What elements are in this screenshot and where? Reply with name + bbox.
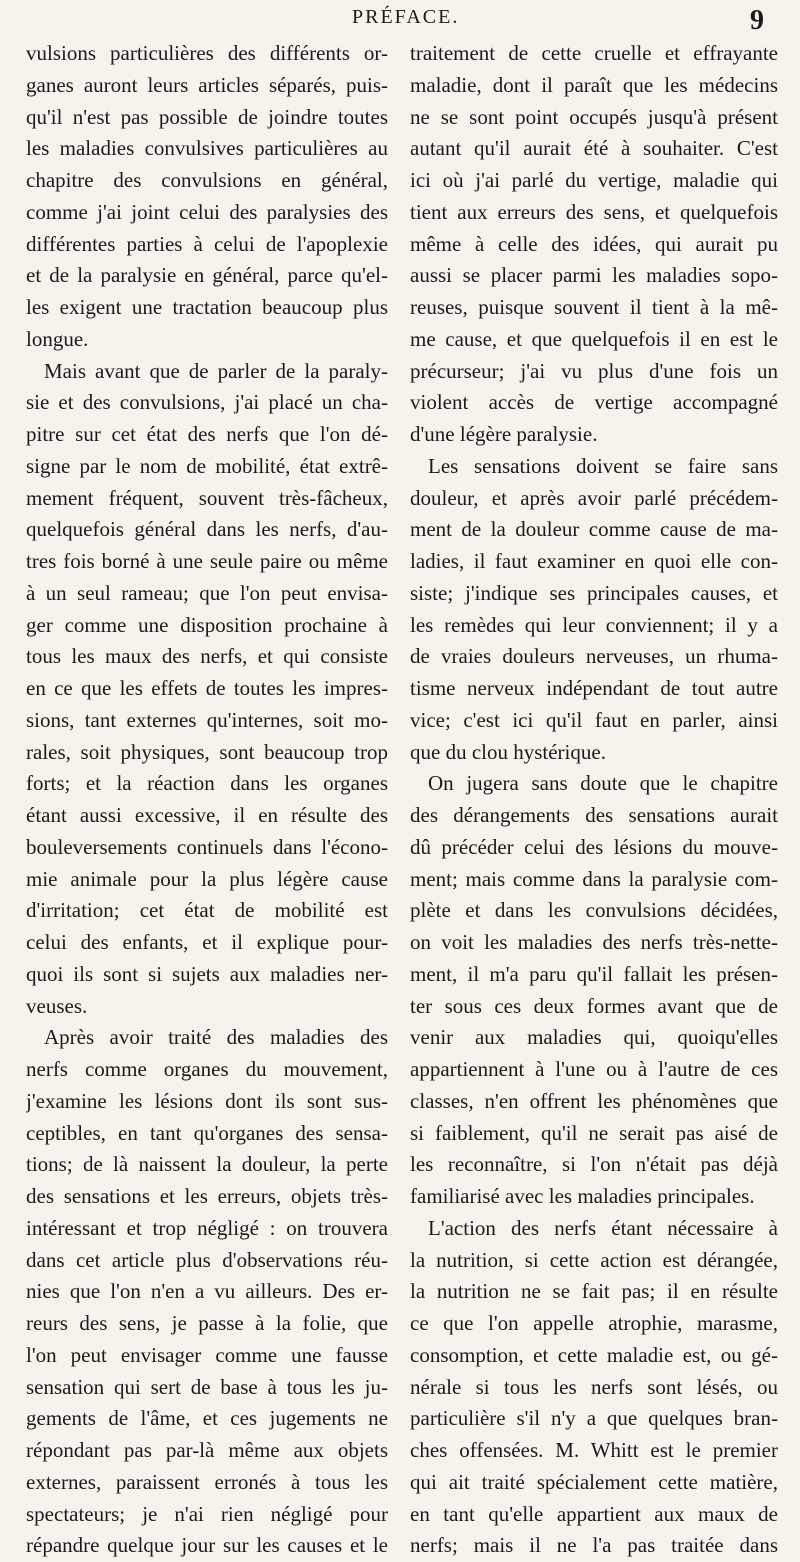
text-line: appartiennent à l'une ou à l'autre de ces [410, 1057, 778, 1081]
text-line: différentes parties à celui de l'apoplexie [26, 231, 388, 256]
text-line: nies que l'on n'en a vu ailleurs. Des er- [26, 1279, 388, 1304]
text-line: ceptibles, en tant qu'organes des sensa- [26, 1120, 388, 1145]
text-line: nerfs; mais il ne l'a pas traitée dans [410, 1533, 778, 1558]
text-line: même à celle des idées, qui aurait pu [410, 231, 778, 256]
text-line: si faiblement, qu'il ne serait pas aisé de [410, 1120, 778, 1145]
text-line: les maladies convulsives particulières au [26, 136, 388, 161]
text-line: On jugera sans doute que le chapitre [428, 771, 778, 796]
text-line: nerfs comme organes du mouvement, [26, 1057, 388, 1081]
text-line: Mais avant que de parler de la paraly- [44, 358, 388, 383]
text-line: on voit les maladies des nerfs très-nette- [410, 930, 778, 954]
text-line: les remèdes qui leur conviennent; il y a [410, 612, 778, 637]
text-line: particulière s'il n'y a que quelques bran- [410, 1406, 778, 1431]
text-line: qu'il n'est pas possible de joindre toutes [26, 104, 388, 129]
text-line: vice; c'est ici qu'il faut en parler, ainsi [410, 707, 778, 732]
text-line: aussi se placer parmi les maladies sopo- [410, 263, 778, 288]
running-head [0, 4, 800, 36]
text-line: répandre quelque jour sur les causes et le [26, 1533, 388, 1558]
text-line: pitre sur cet état des nerfs que l'on dé- [26, 422, 388, 446]
text-line: externes, paraissent erronés à tous les [26, 1469, 388, 1494]
text-line: les reconnaître, si l'on n'était pas déjà [410, 1152, 778, 1177]
page-number: 9 [750, 5, 764, 36]
text-line: L'action des nerfs étant nécessaire à [428, 1215, 778, 1240]
text-line: tisme nerveux indépendant de tout autre [410, 676, 778, 700]
text-line: signe par le nom de mobilité, état extrê- [26, 453, 388, 478]
text-line: la nutrition, si cette action est dérangée, [410, 1247, 778, 1272]
text-line: intéressant et trop négligé : on trouvera [26, 1215, 388, 1240]
text-line: ment, il m'a paru qu'il fallait les présen- [410, 961, 778, 986]
text-line: tous les maux des nerfs, et qui consiste [26, 644, 388, 669]
text-line: reuses, puisque souvent il tient à la mê- [410, 295, 778, 319]
text-line: tions; de là naissent la douleur, la perte [26, 1152, 388, 1177]
text-line: sensation qui sert de base à tous les ju- [26, 1374, 388, 1399]
text-line: ganes auront leurs articles séparés, puis- [26, 72, 388, 97]
text-line: consomption, et cette maladie est, ou gé- [410, 1342, 778, 1367]
text-line: maladie, dont il paraît que les médecins [410, 72, 778, 97]
text-line: classes, n'en offrent les phénomènes que [410, 1088, 778, 1113]
text-line: dû précéder celui des lésions du mouve- [410, 834, 778, 859]
text-line: ment; mais comme dans la paralysie com- [410, 866, 778, 891]
text-line: la nutrition ne se fait pas; il en résulte [410, 1279, 778, 1304]
text-line: violent accès de vertige accompagné [410, 390, 778, 415]
text-line: d'irritation; cet état de mobilité est [26, 898, 388, 923]
text-line: ment de la douleur comme cause de ma- [410, 517, 778, 542]
text-line: répondant pas par-là même aux objets [26, 1438, 388, 1462]
text-line: chapitre des convulsions en général, [26, 168, 388, 192]
text-line: ce que l'on appelle atrophie, marasme, [410, 1311, 778, 1335]
text-line: sions, tant externes qu'internes, soit mo- [26, 707, 388, 732]
text-line: qui ait traité spécialement cette matière, [410, 1469, 778, 1494]
text-line: longue. [26, 326, 89, 351]
text-line: reurs des sens, je passe à la folie, que [26, 1311, 388, 1335]
text-line: des dérangements des sensations aurait [410, 803, 778, 827]
text-line: spectateurs; je n'ai rien négligé pour [26, 1501, 388, 1526]
text-line: en tant qu'elle appartient aux maux de [410, 1501, 778, 1526]
text-line: gements de l'âme, et ces jugements ne [26, 1406, 388, 1431]
left-text-column [26, 38, 388, 1562]
text-line: Les sensations doivent se faire sans [428, 453, 778, 478]
text-line: sie et des convulsions, j'ai placé un cha- [26, 390, 388, 415]
running-title: PRÉFACE. [352, 6, 460, 28]
text-line: j'examine les lésions dont ils sont sus- [26, 1088, 388, 1113]
text-line: en ce que les effets de toutes les impres- [26, 676, 388, 700]
text-line: à un seul rameau; que l'on peut envisa- [26, 580, 388, 605]
text-line: que du clou hystérique. [410, 739, 606, 764]
text-line: ter sous ces deux formes avant que de [410, 993, 778, 1018]
text-line: vulsions particulières des différents or- [26, 41, 388, 65]
right-text-column [410, 38, 778, 1562]
text-line: celui des enfants, et il explique pour- [26, 930, 388, 954]
text-line: Après avoir traité des maladies des [44, 1025, 388, 1050]
text-line: ladies, il faut examiner en quoi elle con- [410, 549, 778, 573]
text-line: douleur, et après avoir parlé précédem- [410, 485, 778, 510]
text-line: des sensations et les erreurs, objets très- [26, 1184, 388, 1208]
text-line: tres fois borné à une seule paire ou même [26, 549, 388, 573]
text-line: ches offensées. M. Whitt est le premier [410, 1438, 778, 1462]
text-line: dans cet article plus d'observations réu- [26, 1247, 388, 1272]
text-line: précurseur; j'ai vu plus d'une fois un [410, 358, 778, 383]
text-line: rales, soit physiques, sont beaucoup trop [26, 739, 388, 764]
text-line: et de la paralysie en général, parce qu'el- [26, 263, 388, 288]
text-line: mement fréquent, souvent très-fâcheux, [26, 485, 388, 510]
text-line: l'on peut envisager comme une fausse [26, 1342, 388, 1367]
text-line: d'une légère paralysie. [410, 422, 598, 446]
text-line: autant qu'il aurait été à souhaiter. C'est [410, 136, 778, 161]
text-line: ici où j'ai parlé du vertige, maladie qui [410, 168, 778, 192]
text-line: siste; j'indique ses principales causes, et [410, 580, 778, 605]
text-line: nérale si tous les nerfs sont lésés, ou [410, 1374, 778, 1399]
text-line: venir aux maladies qui, quoiqu'elles [410, 1025, 778, 1050]
text-line: forts; et la réaction dans les organes [26, 771, 388, 796]
text-line: veuses. [26, 993, 88, 1018]
text-line: étant aussi excessive, il en résulte des [26, 803, 388, 827]
text-line: comme j'ai joint celui des paralysies des [26, 199, 388, 224]
text-line: ger comme une disposition prochaine à [26, 612, 388, 637]
text-line: traitement de cette cruelle et effrayante [410, 41, 778, 65]
text-line: bouleversements continuels dans l'écono- [26, 834, 388, 859]
text-line: me cause, et que quelquefois il en est le [410, 326, 778, 351]
text-line: mie animale pour la plus légère cause [26, 866, 388, 891]
text-line: quelquefois général dans les nerfs, d'au- [26, 517, 388, 542]
text-line: de vraies douleurs nerveuses, un rhuma- [410, 644, 778, 669]
text-line: ne se sont point occupés jusqu'à présent [410, 104, 778, 129]
text-line: familiarisé avec les maladies principales. [410, 1184, 755, 1208]
text-line: quoi ils sont si sujets aux maladies ner- [26, 961, 388, 986]
text-line: les exigent une tractation beaucoup plus [26, 295, 388, 319]
text-line: plète et dans les convulsions décidées, [410, 898, 778, 923]
text-line: tient aux erreurs des sens, et quelquefois [410, 199, 778, 224]
